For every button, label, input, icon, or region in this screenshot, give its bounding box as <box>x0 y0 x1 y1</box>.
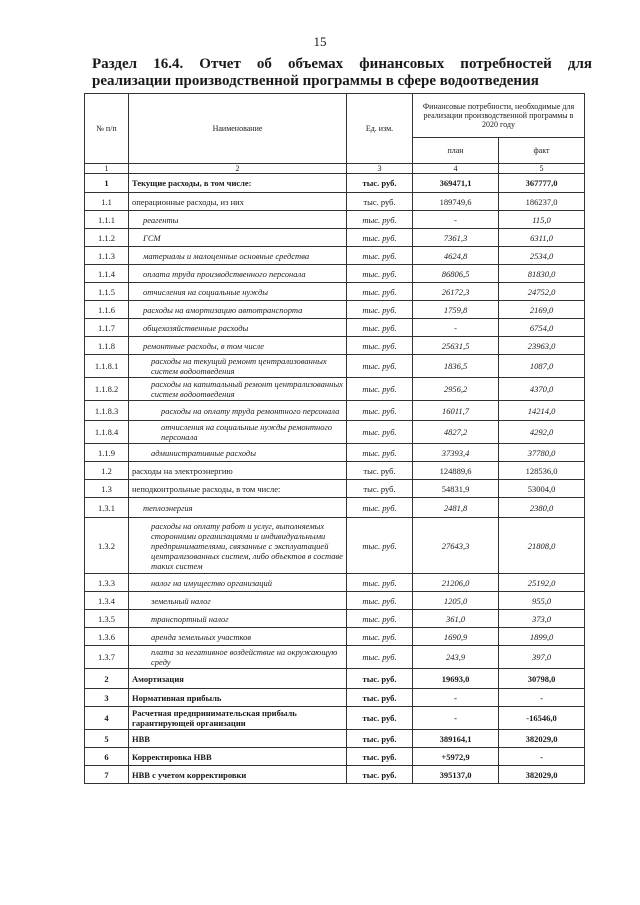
row-fact-value: -16546,0 <box>499 707 585 730</box>
row-plan-value: 395137,0 <box>413 766 499 784</box>
row-name: Корректировка НВВ <box>129 748 347 766</box>
row-name: Нормативная прибыль <box>129 689 347 707</box>
row-unit: тыс. руб. <box>347 211 413 229</box>
row-fact-value: 6311,0 <box>499 229 585 247</box>
section-title-line1: Раздел 16.4. Отчет об объемах финансовых потребностей для <box>92 56 592 72</box>
row-unit: тыс. руб. <box>347 646 413 669</box>
row-unit: тыс. руб. <box>347 319 413 337</box>
row-unit: тыс. руб. <box>347 247 413 265</box>
row-number: 1.3.3 <box>85 574 129 592</box>
row-fact-value: 2169,0 <box>499 301 585 319</box>
row-number: 1.1.1 <box>85 211 129 229</box>
row-unit: тыс. руб. <box>347 689 413 707</box>
row-unit: тыс. руб. <box>347 574 413 592</box>
row-name: расходы на текущий ремонт централизованных систем водоотведения <box>129 355 347 378</box>
row-name: налог на имущество организаций <box>129 574 347 592</box>
table-row <box>85 480 585 498</box>
table-row <box>85 355 585 378</box>
table-row <box>85 174 585 193</box>
row-name: неподконтрольные расходы, в том числе: <box>129 480 347 498</box>
row-number: 1.3.7 <box>85 646 129 669</box>
row-plan-value: 124889,6 <box>413 462 499 480</box>
row-number: 1.1.8.3 <box>85 401 129 421</box>
row-fact-value: 186237,0 <box>499 193 585 211</box>
row-fact-value: 53004,0 <box>499 480 585 498</box>
row-plan-value: 389164,1 <box>413 730 499 748</box>
row-fact-value: 25192,0 <box>499 574 585 592</box>
row-plan-value: 189749,6 <box>413 193 499 211</box>
row-fact-value: - <box>499 748 585 766</box>
row-unit: тыс. руб. <box>347 766 413 784</box>
row-number: 2 <box>85 669 129 689</box>
table-row <box>85 283 585 301</box>
row-plan-value: 27643,3 <box>413 518 499 574</box>
row-name: НВВ <box>129 730 347 748</box>
row-fact-value: 128536,0 <box>499 462 585 480</box>
column-number: 4 <box>413 164 499 174</box>
row-name: транспортный налог <box>129 610 347 628</box>
table-body <box>85 174 585 784</box>
row-plan-value: 1690,9 <box>413 628 499 646</box>
row-unit: тыс. руб. <box>347 229 413 247</box>
row-fact-value: 37780,0 <box>499 444 585 462</box>
row-fact-value: 23963,0 <box>499 337 585 355</box>
table-row <box>85 462 585 480</box>
row-unit: тыс. руб. <box>347 462 413 480</box>
row-name: Текущие расходы, в том числе: <box>129 174 347 193</box>
row-unit: тыс. руб. <box>347 337 413 355</box>
row-number: 5 <box>85 730 129 748</box>
row-plan-value: 4827,2 <box>413 421 499 444</box>
table-row <box>85 211 585 229</box>
section-title-line2: реализации производственной программы в сфере водоотведения <box>92 73 539 89</box>
row-number: 1.1.2 <box>85 229 129 247</box>
row-name: аренда земельных участков <box>129 628 347 646</box>
row-plan-value: - <box>413 211 499 229</box>
table-row <box>85 319 585 337</box>
row-plan-value: - <box>413 707 499 730</box>
financial-needs-table <box>84 93 585 784</box>
header-needs: Финансовые потребности, необходимые для реализации производственной программы в 2020 году <box>413 94 585 138</box>
header-plan: план <box>413 138 499 164</box>
table-row <box>85 229 585 247</box>
column-number: 2 <box>129 164 347 174</box>
column-number: 1 <box>85 164 129 174</box>
row-unit: тыс. руб. <box>347 193 413 211</box>
row-unit: тыс. руб. <box>347 707 413 730</box>
row-unit: тыс. руб. <box>347 174 413 193</box>
row-number: 1.3.1 <box>85 498 129 518</box>
row-name: расходы на оплату работ и услуг, выполняемых сторонними организациями и индивидуальными предпринимателями, связанные с эксплуатацией централизованных систем, либо объектов в составе таких систем <box>129 518 347 574</box>
row-plan-value: 19693,0 <box>413 669 499 689</box>
row-plan-value: 2956,2 <box>413 378 499 401</box>
table-row <box>85 193 585 211</box>
column-number: 5 <box>499 164 585 174</box>
table-row <box>85 646 585 669</box>
row-name: расходы на амортизацию автотранспорта <box>129 301 347 319</box>
row-unit: тыс. руб. <box>347 748 413 766</box>
row-fact-value: 373,0 <box>499 610 585 628</box>
table-row <box>85 518 585 574</box>
row-fact-value: 4370,0 <box>499 378 585 401</box>
row-plan-value: 4624,8 <box>413 247 499 265</box>
row-plan-value: 25631,5 <box>413 337 499 355</box>
row-plan-value: 7361,3 <box>413 229 499 247</box>
table-row <box>85 610 585 628</box>
row-fact-value: 81830,0 <box>499 265 585 283</box>
row-name: плата за негативное воздействие на окружающую среду <box>129 646 347 669</box>
row-unit: тыс. руб. <box>347 301 413 319</box>
row-name: общехозяйственные расходы <box>129 319 347 337</box>
row-number: 1.1 <box>85 193 129 211</box>
row-unit: тыс. руб. <box>347 444 413 462</box>
row-name: ремонтные расходы, в том числе <box>129 337 347 355</box>
row-fact-value: 382029,0 <box>499 730 585 748</box>
row-fact-value: 30798,0 <box>499 669 585 689</box>
table-row <box>85 421 585 444</box>
row-fact-value: 955,0 <box>499 592 585 610</box>
row-name: расходы на электроэнергию <box>129 462 347 480</box>
row-name: ГСМ <box>129 229 347 247</box>
row-fact-value: 4292,0 <box>499 421 585 444</box>
row-plan-value: 37393,4 <box>413 444 499 462</box>
row-number: 1.3.6 <box>85 628 129 646</box>
section-title <box>92 56 592 90</box>
row-name: операционные расходы, из них <box>129 193 347 211</box>
row-unit: тыс. руб. <box>347 283 413 301</box>
row-plan-value: 1759,8 <box>413 301 499 319</box>
table-row <box>85 265 585 283</box>
row-name: расходы на оплату труда ремонтного персонала <box>129 401 347 421</box>
row-fact-value: - <box>499 689 585 707</box>
table-row <box>85 301 585 319</box>
header-name: Наименование <box>129 94 347 164</box>
row-name: НВВ с учетом корректировки <box>129 766 347 784</box>
row-number: 1.1.9 <box>85 444 129 462</box>
row-number: 1.1.4 <box>85 265 129 283</box>
row-name: земельный налог <box>129 592 347 610</box>
header-num: № п/п <box>85 94 129 164</box>
row-plan-value: 26172,3 <box>413 283 499 301</box>
row-unit: тыс. руб. <box>347 355 413 378</box>
table-row <box>85 748 585 766</box>
table-row <box>85 669 585 689</box>
row-fact-value: 21808,0 <box>499 518 585 574</box>
row-unit: тыс. руб. <box>347 730 413 748</box>
row-number: 1.1.8 <box>85 337 129 355</box>
row-plan-value: 1205,0 <box>413 592 499 610</box>
row-plan-value: 243,9 <box>413 646 499 669</box>
row-plan-value: 361,0 <box>413 610 499 628</box>
row-name: материалы и малоценные основные средства <box>129 247 347 265</box>
page-number: 15 <box>313 34 327 49</box>
table-row <box>85 707 585 730</box>
row-unit: тыс. руб. <box>347 421 413 444</box>
row-plan-value: - <box>413 689 499 707</box>
row-name: административные расходы <box>129 444 347 462</box>
header-unit: Ед. изм. <box>347 94 413 164</box>
row-number: 1 <box>85 174 129 193</box>
table-row <box>85 730 585 748</box>
table-row <box>85 444 585 462</box>
row-plan-value: 16011,7 <box>413 401 499 421</box>
row-fact-value: 2380,0 <box>499 498 585 518</box>
row-number: 1.1.8.2 <box>85 378 129 401</box>
row-unit: тыс. руб. <box>347 592 413 610</box>
row-plan-value: +5972,9 <box>413 748 499 766</box>
row-unit: тыс. руб. <box>347 518 413 574</box>
row-number: 4 <box>85 707 129 730</box>
row-number: 1.1.3 <box>85 247 129 265</box>
column-numbers-row <box>85 164 585 174</box>
row-number: 1.1.8.1 <box>85 355 129 378</box>
row-number: 1.3.2 <box>85 518 129 574</box>
row-number: 1.3.4 <box>85 592 129 610</box>
row-fact-value: 397,0 <box>499 646 585 669</box>
row-unit: тыс. руб. <box>347 265 413 283</box>
row-fact-value: 14214,0 <box>499 401 585 421</box>
table-row <box>85 378 585 401</box>
table-row <box>85 592 585 610</box>
row-number: 1.1.8.4 <box>85 421 129 444</box>
row-plan-value: 21206,0 <box>413 574 499 592</box>
row-fact-value: 367777,0 <box>499 174 585 193</box>
header-fact: факт <box>499 138 585 164</box>
row-name: расходы на капитальный ремонт централизованных систем водоотведения <box>129 378 347 401</box>
table-row <box>85 574 585 592</box>
row-number: 1.1.5 <box>85 283 129 301</box>
table-row <box>85 766 585 784</box>
row-number: 1.3.5 <box>85 610 129 628</box>
row-fact-value: 6754,0 <box>499 319 585 337</box>
row-number: 6 <box>85 748 129 766</box>
table-row <box>85 498 585 518</box>
row-unit: тыс. руб. <box>347 610 413 628</box>
row-fact-value: 115,0 <box>499 211 585 229</box>
row-unit: тыс. руб. <box>347 378 413 401</box>
table-row <box>85 247 585 265</box>
row-name: Амортизация <box>129 669 347 689</box>
row-unit: тыс. руб. <box>347 669 413 689</box>
row-name: отчисления на социальные нужды <box>129 283 347 301</box>
row-unit: тыс. руб. <box>347 401 413 421</box>
row-number: 1.2 <box>85 462 129 480</box>
row-number: 1.3 <box>85 480 129 498</box>
row-fact-value: 2534,0 <box>499 247 585 265</box>
row-number: 7 <box>85 766 129 784</box>
row-number: 1.1.7 <box>85 319 129 337</box>
row-plan-value: 86806,5 <box>413 265 499 283</box>
row-fact-value: 1899,0 <box>499 628 585 646</box>
row-plan-value: 1836,5 <box>413 355 499 378</box>
row-number: 3 <box>85 689 129 707</box>
row-fact-value: 24752,0 <box>499 283 585 301</box>
row-fact-value: 382029,0 <box>499 766 585 784</box>
row-name: отчисления на социальные нужды ремонтного персонала <box>129 421 347 444</box>
table-row <box>85 401 585 421</box>
row-name: теплоэнергия <box>129 498 347 518</box>
row-name: оплата труда производственного персонала <box>129 265 347 283</box>
row-number: 1.1.6 <box>85 301 129 319</box>
row-name: реагенты <box>129 211 347 229</box>
table-row <box>85 628 585 646</box>
row-plan-value: - <box>413 319 499 337</box>
row-unit: тыс. руб. <box>347 480 413 498</box>
row-fact-value: 1087,0 <box>499 355 585 378</box>
table-row <box>85 689 585 707</box>
row-plan-value: 54831,9 <box>413 480 499 498</box>
row-plan-value: 2481,8 <box>413 498 499 518</box>
row-unit: тыс. руб. <box>347 498 413 518</box>
row-unit: тыс. руб. <box>347 628 413 646</box>
row-name: Расчетная предпринимательская прибыль гарантирующей организации <box>129 707 347 730</box>
table-row <box>85 337 585 355</box>
row-plan-value: 369471,1 <box>413 174 499 193</box>
column-number: 3 <box>347 164 413 174</box>
